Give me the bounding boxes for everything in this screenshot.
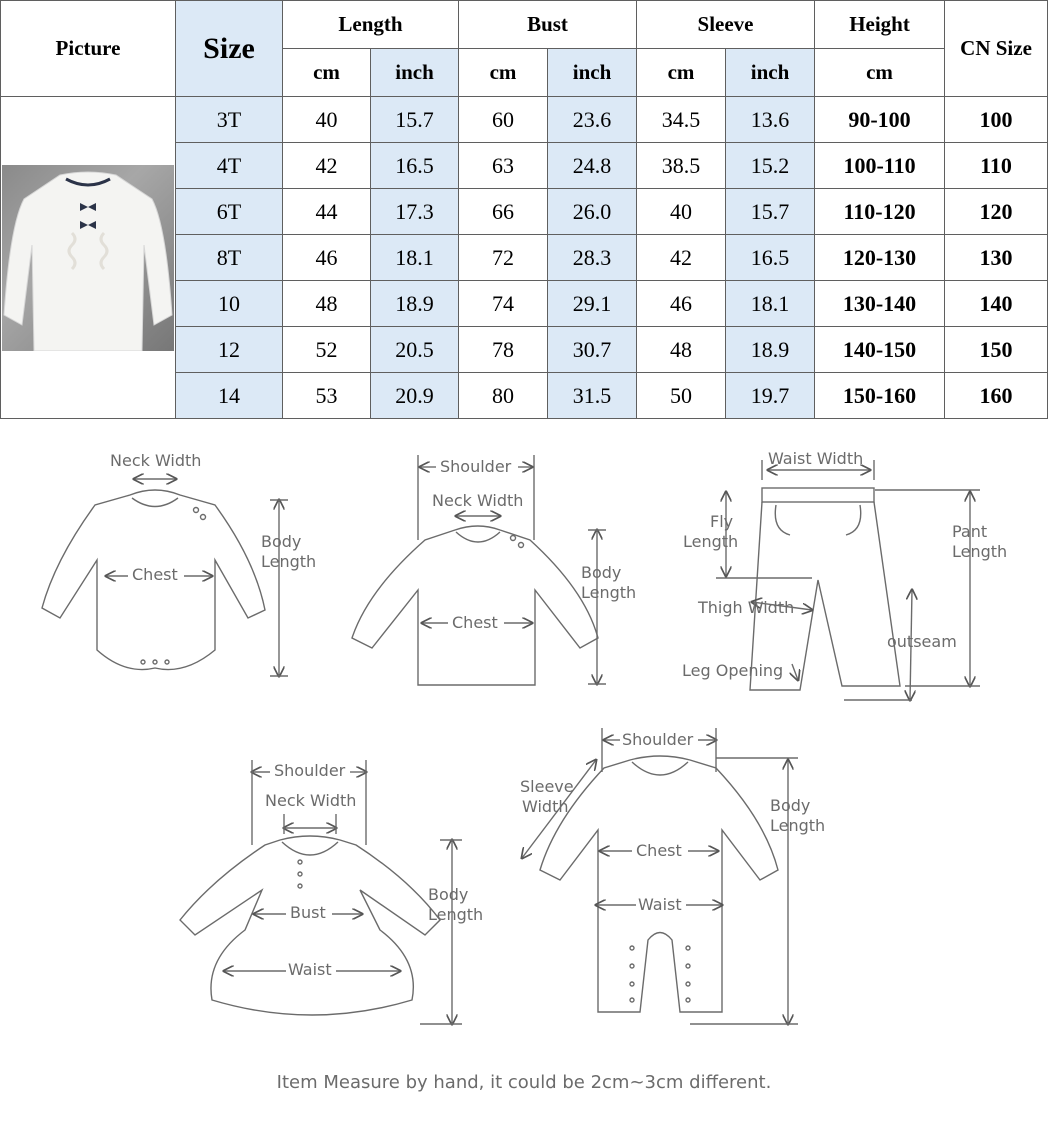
dress-shoulder-label: Shoulder (274, 761, 346, 780)
cell-bust-cm: 66 (459, 189, 548, 235)
cell-length-inch: 18.1 (371, 235, 459, 281)
cell-length-inch: 17.3 (371, 189, 459, 235)
romper-diagram (522, 728, 798, 1024)
dress-waist-label: Waist (288, 960, 332, 979)
cell-bust-cm: 80 (459, 373, 548, 419)
cell-bust-cm: 63 (459, 143, 548, 189)
romper-waist-label: Waist (638, 895, 682, 914)
cell-cn-size: 110 (945, 143, 1048, 189)
cell-height-cm: 150-160 (815, 373, 945, 419)
cell-cn-size: 160 (945, 373, 1048, 419)
pants-waist-width-label: Waist Width (768, 449, 864, 468)
cell-sleeve-cm: 42 (637, 235, 726, 281)
header-length: Length (283, 1, 459, 49)
cell-bust-inch: 30.7 (548, 327, 637, 373)
shirt-chest-label: Chest (452, 613, 498, 632)
header-height: Height (815, 1, 945, 49)
cell-cn-size: 130 (945, 235, 1048, 281)
romper-sleeve-label: Sleeve (520, 777, 574, 796)
romper-chest-label: Chest (636, 841, 682, 860)
cell-length-cm: 48 (283, 281, 371, 327)
cell-height-cm: 90-100 (815, 97, 945, 143)
pants-pant-length-label: Length (952, 542, 1008, 561)
header-size: Size (176, 1, 283, 97)
cell-sleeve-inch: 18.9 (726, 327, 815, 373)
cell-height-cm: 140-150 (815, 327, 945, 373)
pants-pant-label: Pant (952, 522, 988, 541)
header-bust-inch: inch (548, 49, 637, 97)
cell-size: 4T (176, 143, 283, 189)
cell-size: 6T (176, 189, 283, 235)
product-picture-cell (1, 97, 176, 419)
dress-neck-width-label: Neck Width (265, 791, 357, 810)
cell-sleeve-inch: 16.5 (726, 235, 815, 281)
cell-cn-size: 140 (945, 281, 1048, 327)
pants-outseam-label: outseam (887, 632, 957, 651)
cell-sleeve-cm: 46 (637, 281, 726, 327)
shirt-neck-width-label: Neck Width (432, 491, 524, 510)
cell-sleeve-cm: 40 (637, 189, 726, 235)
pants-thigh-width-label: Thigh Width (698, 598, 795, 617)
cell-sleeve-cm: 38.5 (637, 143, 726, 189)
cell-length-cm: 52 (283, 327, 371, 373)
cell-sleeve-inch: 13.6 (726, 97, 815, 143)
cell-size: 8T (176, 235, 283, 281)
product-photo (2, 165, 174, 351)
cell-height-cm: 120-130 (815, 235, 945, 281)
romper-shoulder-label: Shoulder (622, 730, 694, 749)
measurement-footnote: Item Measure by hand, it could be 2cm~3cm different. (276, 1072, 772, 1093)
bodysuit-neck-width-label: Neck Width (110, 451, 202, 470)
shirt-length-label: Length (581, 583, 637, 602)
cell-sleeve-inch: 15.2 (726, 143, 815, 189)
cell-length-inch: 18.9 (371, 281, 459, 327)
cell-bust-cm: 60 (459, 97, 548, 143)
cell-sleeve-inch: 15.7 (726, 189, 815, 235)
cell-bust-inch: 28.3 (548, 235, 637, 281)
cell-length-inch: 16.5 (371, 143, 459, 189)
header-length-inch: inch (371, 49, 459, 97)
header-bust-cm: cm (459, 49, 548, 97)
cell-size: 10 (176, 281, 283, 327)
shirt-diagram (352, 455, 606, 685)
cell-bust-cm: 74 (459, 281, 548, 327)
cell-sleeve-inch: 18.1 (726, 281, 815, 327)
cell-bust-inch: 26.0 (548, 189, 637, 235)
header-length-cm: cm (283, 49, 371, 97)
romper-body-label: Body (770, 796, 811, 815)
romper-length-label: Length (770, 816, 826, 835)
cell-length-cm: 44 (283, 189, 371, 235)
cell-length-cm: 46 (283, 235, 371, 281)
cell-bust-inch: 31.5 (548, 373, 637, 419)
cell-length-inch: 15.7 (371, 97, 459, 143)
cell-sleeve-cm: 50 (637, 373, 726, 419)
cell-size: 14 (176, 373, 283, 419)
header-sleeve-inch: inch (726, 49, 815, 97)
cell-sleeve-cm: 34.5 (637, 97, 726, 143)
cell-height-cm: 130-140 (815, 281, 945, 327)
cell-height-cm: 110-120 (815, 189, 945, 235)
pants-leg-opening-label: Leg Opening (682, 661, 784, 680)
cell-height-cm: 100-110 (815, 143, 945, 189)
cell-length-cm: 53 (283, 373, 371, 419)
measurement-diagrams (0, 420, 1048, 1143)
cell-size: 3T (176, 97, 283, 143)
cell-bust-cm: 78 (459, 327, 548, 373)
cell-bust-inch: 24.8 (548, 143, 637, 189)
header-picture: Picture (1, 1, 176, 97)
bodysuit-body-label: Body (261, 532, 302, 551)
cell-length-inch: 20.9 (371, 373, 459, 419)
bodysuit-length-label: Length (261, 552, 317, 571)
header-sleeve: Sleeve (637, 1, 815, 49)
shirt-shoulder-label: Shoulder (440, 457, 512, 476)
cell-cn-size: 150 (945, 327, 1048, 373)
dress-body-label: Body (428, 885, 469, 904)
pants-fly-length-label: Length (683, 532, 739, 551)
bodysuit-chest-label: Chest (132, 565, 178, 584)
cell-length-cm: 40 (283, 97, 371, 143)
cell-sleeve-inch: 19.7 (726, 373, 815, 419)
shirt-body-label: Body (581, 563, 622, 582)
header-sleeve-cm: cm (637, 49, 726, 97)
dress-bust-label: Bust (290, 903, 326, 922)
cell-size: 12 (176, 327, 283, 373)
header-bust: Bust (459, 1, 637, 49)
cell-bust-inch: 29.1 (548, 281, 637, 327)
cell-cn-size: 100 (945, 97, 1048, 143)
cell-bust-cm: 72 (459, 235, 548, 281)
header-cn-size: CN Size (945, 1, 1048, 97)
cell-length-cm: 42 (283, 143, 371, 189)
cell-length-inch: 20.5 (371, 327, 459, 373)
header-height-cm: cm (815, 49, 945, 97)
measurement-diagrams-svg (0, 420, 1048, 1143)
cell-sleeve-cm: 48 (637, 327, 726, 373)
cell-bust-inch: 23.6 (548, 97, 637, 143)
romper-width-label: Width (522, 797, 569, 816)
size-chart-table (0, 0, 1048, 419)
pants-fly-label: Fly (710, 512, 734, 531)
cell-cn-size: 120 (945, 189, 1048, 235)
dress-length-label: Length (428, 905, 484, 924)
